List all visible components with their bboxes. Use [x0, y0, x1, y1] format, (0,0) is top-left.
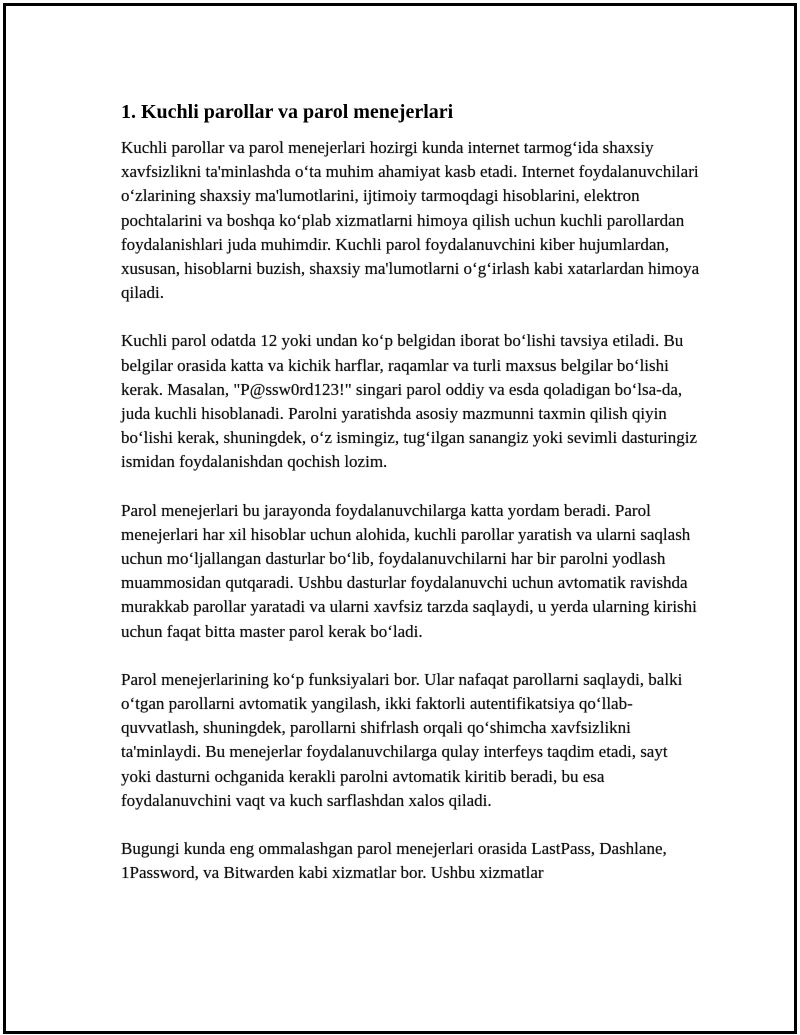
paragraph-3: Parol menejerlari bu jarayonda foydalanuvchilarga katta yordam beradi. Parol menejerlari har xil hisoblar uchun alohida, kuchli parollar yaratish va ularni saqlash uchun mo‘ljallangan dasturlar bo‘lib, foydalanuvchilarni har bir parolni yodlash muammosidan qutqaradi. Ushbu dasturlar foydalanuvchi uchun avtomatik ravishda murakkab parollar yaratadi va ularni xavfsiz tarzda saqlaydi, u yerda ularning kirishi uchun faqat bitta master parol kerak bo‘ladi. — [121, 500, 697, 641]
paragraph-2: Kuchli parol odatda 12 yoki undan ko‘p belgidan iborat bo‘lishi tavsiya etiladi. Bu belgilar orasida katta va kichik harflar, raqamlar va turli maxsus belgilar bo‘lishi kerak. Masalan, "P@ssw0rd123!" singari parol oddiy va esda qoladigan bo‘lsa-da, juda kuchli hisoblanadi. Parolni yaratishda asosiy mazmunni taxmin qilish qiyin bo‘lishi kerak, shuningdek, o‘z ismingiz, tug‘ilgan sanangiz yoki sevimli dasturingiz ismidan foydalanishdan qochish lozim. — [121, 331, 698, 472]
paragraph-1: Kuchli parollar va parol menejerlari hozirgi kunda internet tarmog‘ida shaxsiy xavfsizlikni ta'minlashda o‘ta muhim ahamiyat kasb etadi. Internet foydalanuvchilari o‘zlarining shaxsiy ma'lumotlarini, ijtimoiy tarmoqdagi hisoblarini, elektron pochtalarini va boshqa ko‘plab xizmatlarni himoya qilish uchun kuchli parollardan foydalanishlari juda muhimdir. Kuchli parol foydalanuvchini kiber hujumlardan, xususan, hisoblarni buzish, shaxsiy ma'lumotlarni o‘g‘irlash kabi xatarlardan himoya qiladi. — [121, 138, 700, 303]
paragraph-5: Bugungi kunda eng ommalashgan parol menejerlari orasida LastPass, Dashlane, 1Password, va Bitwarden kabi xizmatlar bor. Ushbu xizmatlar — [121, 839, 667, 883]
document-body — [121, 98, 701, 909]
paragraph-4: Parol menejerlarining ko‘p funksiyalari bor. Ular nafaqat parollarni saqlaydi, balki o‘tgan parollarni avtomatik yangilash, ikki faktorli autentifikatsiya qo‘llab-quvvatlash, shuningdek, parollarni shifrlash orqali qo‘shimcha xavfsizlikni ta'minlaydi. Bu menejerlar foydalanuvchilarga qulay interfeys taqdim etadi, sayt yoki dasturni ochganida kerakli parolni avtomatik kiritib beradi, bu esa foydalanuvchini vaqt va kuch sarflashdan xalos qiladi. — [121, 669, 683, 810]
section-heading: 1. Kuchli parollar va parol menejerlari — [121, 101, 454, 123]
page-frame — [3, 3, 797, 1034]
